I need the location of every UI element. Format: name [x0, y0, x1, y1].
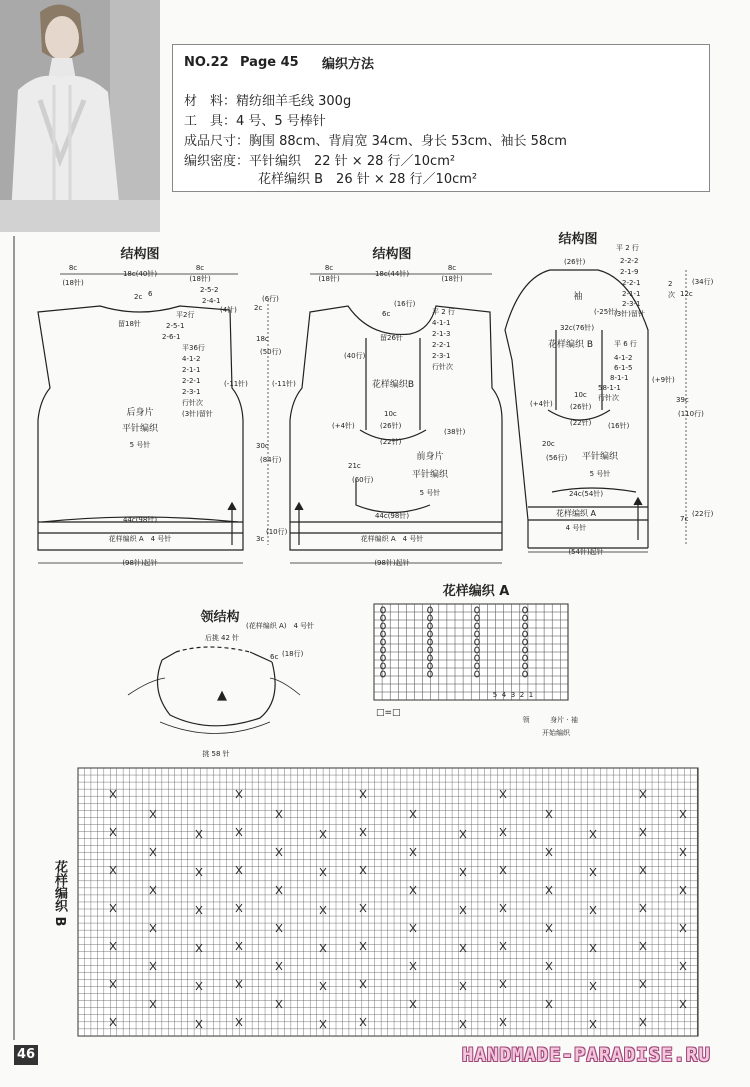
back-seq-211: 2-1-1: [182, 366, 201, 374]
pattern-a-col-1: 1: [528, 691, 534, 699]
sleeve-top: (26针): [564, 258, 586, 266]
size-line: 成品尺寸：胸围 88cm、背肩宽 34cm、身长 53cm、袖长 58cm: [184, 134, 567, 149]
sleeve-cast-on: (54针)起针: [568, 548, 604, 556]
sleeve-times: 次: [668, 291, 675, 299]
back-seq-412: 4-1-2: [182, 355, 201, 363]
pattern-a-body-start: 身片 · 袖: [550, 716, 578, 724]
back-piece-stitch: 平针编织: [121, 424, 159, 434]
back-side-rows: (84行): [260, 456, 282, 464]
page-number: 46: [14, 1045, 38, 1065]
front-neck-h: 6c: [382, 310, 391, 318]
pattern-number: NO.22: [184, 55, 229, 70]
collar-front-pick: 挑 58 针: [202, 750, 230, 758]
front-armhole-dec: (-11针): [272, 380, 296, 388]
sleeve-c26: (26针): [570, 403, 592, 411]
front-seq-231: 2-3-1: [432, 352, 451, 360]
sleeve-c32: 32c(76针): [560, 324, 595, 332]
front-neck-rows: (16行): [394, 300, 416, 308]
back-armhole-dec: (-11针): [224, 380, 248, 388]
front-c10: 10c: [384, 410, 397, 418]
pattern-a-col-4: 4: [501, 691, 507, 699]
back-neck-seq-3: (4针): [220, 306, 237, 314]
sleeve-minus25: (-25针): [594, 308, 618, 316]
sleeve-seq-231: 2-3-1: [622, 300, 641, 308]
back-bottom-width: 44c(98针): [122, 516, 158, 524]
front-seq-411: 4-1-1: [432, 319, 451, 327]
gauge-line-1: 编织密度：平针编织 22 针 × 28 行／10cm²: [184, 154, 456, 169]
back-shoulder-right: 8c: [195, 264, 205, 272]
collar-pattern: (花样编织 A) 4 号针: [246, 622, 315, 630]
back-shoulder-h: 2c: [254, 304, 263, 312]
back-top-width: 18c(40针): [122, 270, 158, 278]
sleeve-seq-219: 2-1-9: [620, 268, 639, 276]
pattern-b-title: 花样编织 B: [52, 860, 67, 927]
sleeve-stitch: 平针编织: [581, 452, 619, 462]
back-armhole-h: 18c: [256, 335, 269, 343]
sleeve-flat-2: 平 2 行: [616, 244, 639, 252]
sleeve-c56: (56行): [546, 454, 568, 462]
back-neck-rows: 6: [148, 290, 153, 298]
back-neck-leave: 留18针: [118, 320, 141, 328]
pattern-a-start: 开始编织: [542, 729, 570, 737]
sleeve-rows-times: 行针次: [598, 394, 619, 402]
front-diagram-title: 结构图: [372, 247, 412, 262]
front-piece-name: 前身片: [416, 452, 444, 462]
collar-height-rows: (18行): [282, 650, 304, 658]
back-armhole-rows: (50行): [260, 348, 282, 356]
sleeve-c16: (16针): [608, 422, 630, 430]
sleeve-diagram-title: 结构图: [558, 232, 598, 247]
sleeve-seq-615: 6-1-5: [614, 364, 633, 372]
front-seq-213: 2-1-3: [432, 330, 451, 338]
sleeve-c10: 10c: [574, 391, 587, 399]
collar-height: 6c: [270, 653, 279, 661]
back-seq-231: 2-3-1: [182, 388, 201, 396]
sleeve-needle: 5 号针: [589, 470, 611, 478]
sleeve-h39: 39c: [676, 396, 689, 404]
front-seq-221: 2-2-1: [432, 341, 451, 349]
front-pattern-b: 花样编织B: [371, 380, 415, 390]
back-cast-on: (98针)起针: [122, 559, 158, 567]
sleeve-leave-3: (3针)留针: [614, 310, 645, 318]
back-seq-221: 2-2-1: [182, 377, 201, 385]
back-shoulder-left-sts: (18针): [62, 279, 84, 287]
gauge-line-2: 花样编织 B 26 针 × 28 行／10cm²: [258, 172, 478, 187]
pattern-a-col-5: 5: [492, 691, 498, 699]
back-seq-261: 2-6-1: [162, 333, 181, 341]
sleeve-seq-412: 4-1-2: [614, 354, 633, 362]
front-rows-times: 行针次: [432, 363, 453, 371]
front-shoulder-right: 8c: [447, 264, 457, 272]
front-s38: (38针): [444, 428, 466, 436]
back-neck-depth: 2c: [134, 293, 143, 301]
sleeve-pattern-b: 花样编织 B: [548, 340, 594, 350]
back-flat-2: 平2行: [176, 311, 195, 319]
sleeve-rib: 花样编织 A: [555, 509, 597, 518]
back-rib-h: 3c: [256, 535, 265, 543]
front-neck-leave: 留26针: [380, 334, 403, 342]
sleeve-seq-221: 2-2-1: [622, 279, 641, 287]
front-shoulder-left-sts: (18针): [318, 275, 340, 283]
back-shoulder-right-sts: (18针): [189, 275, 211, 283]
front-piece-needle: 5 号针: [419, 489, 441, 497]
sleeve-seq-5811: 58-1-1: [598, 384, 621, 392]
sleeve-seq-222: 2-2-2: [620, 257, 639, 265]
pattern-a-collar-start: 领: [522, 716, 530, 724]
front-h21: 21c: [348, 462, 361, 470]
back-diagram-title: 结构图: [120, 247, 160, 262]
front-cast-on: (98针)起针: [374, 559, 410, 567]
sleeve-h7: 7c: [680, 515, 689, 523]
sleeve-cap-h: 12c: [680, 290, 693, 298]
front-piece-stitch: 平针编织: [411, 470, 449, 480]
back-seq-251: 2-5-1: [166, 322, 185, 330]
back-rib-rows: (10行): [266, 528, 288, 536]
back-neck-seq-2: 2-4-1: [202, 297, 221, 305]
pattern-a-title: 花样编织 A: [442, 584, 510, 599]
tools-line: 工 具：4 号、5 号棒针: [184, 114, 326, 129]
back-flat-36: 平36行: [182, 344, 205, 352]
front-plus4: (+4针): [332, 422, 355, 430]
sleeve-times-n: 2: [668, 280, 673, 288]
sleeve-name: 袖: [573, 292, 583, 302]
front-top-width: 18c(44针): [374, 270, 410, 278]
back-leave-3: (3针)留针: [182, 410, 213, 418]
sleeve-plus9: (+9针): [652, 376, 675, 384]
sleeve-rib-needle: 4 号针: [565, 524, 587, 532]
back-side-h: 30c: [256, 442, 269, 450]
sleeve-h110: (110行): [678, 410, 704, 418]
pattern-a-legend: □=□: [376, 708, 401, 718]
sleeve-c24: 24c(54针): [568, 490, 604, 498]
back-shoulder-left: 8c: [68, 264, 78, 272]
back-rib-label: 花样编织 A 4 号针: [108, 535, 172, 543]
front-shoulder-right-sts: (18针): [441, 275, 463, 283]
sleeve-h22: (22行): [692, 510, 714, 518]
materials-line: 材 料：精纺细羊毛线 300g: [184, 94, 352, 109]
back-piece-name: 后身片: [126, 408, 154, 418]
front-flat-2: 平 2 行: [432, 308, 455, 316]
sleeve-flat-6: 平 6 行: [614, 340, 637, 348]
sleeve-c22: (22针): [570, 419, 592, 427]
front-h-40: (40行): [344, 352, 366, 360]
watermark: HANDMADE-PARADISE.RU: [462, 1044, 711, 1066]
front-c22: (22针): [380, 438, 402, 446]
pattern-a-col-2: 2: [519, 691, 525, 699]
back-neck-seq-1: 2-5-2: [200, 286, 219, 294]
front-shoulder-left: 8c: [324, 264, 334, 272]
sleeve-seq-811: 8-1-1: [610, 374, 629, 382]
sleeve-c20: 20c: [542, 440, 555, 448]
front-rib-label: 花样编织 A 4 号针: [360, 535, 424, 543]
front-bottom-width: 44c(98针): [374, 512, 410, 520]
page-reference: Page 45: [240, 55, 299, 70]
back-rows-times: 行针次: [182, 399, 203, 407]
back-piece-needle: 5 号针: [129, 441, 151, 449]
collar-diagram-title: 领结构: [200, 610, 240, 625]
sleeve-seq-211: 2-1-1: [622, 290, 641, 298]
method-heading: 编织方法: [322, 57, 375, 72]
pattern-a-col-3: 3: [510, 691, 516, 699]
sleeve-plus4: (+4针): [530, 400, 553, 408]
collar-back-pick: 后挑 42 针: [204, 634, 240, 642]
front-h60: (60行): [352, 476, 374, 484]
sleeve-cap-rows: (34行): [692, 278, 714, 286]
front-c26: (26针): [380, 422, 402, 430]
back-shoulder-rows: (6行): [262, 295, 279, 303]
